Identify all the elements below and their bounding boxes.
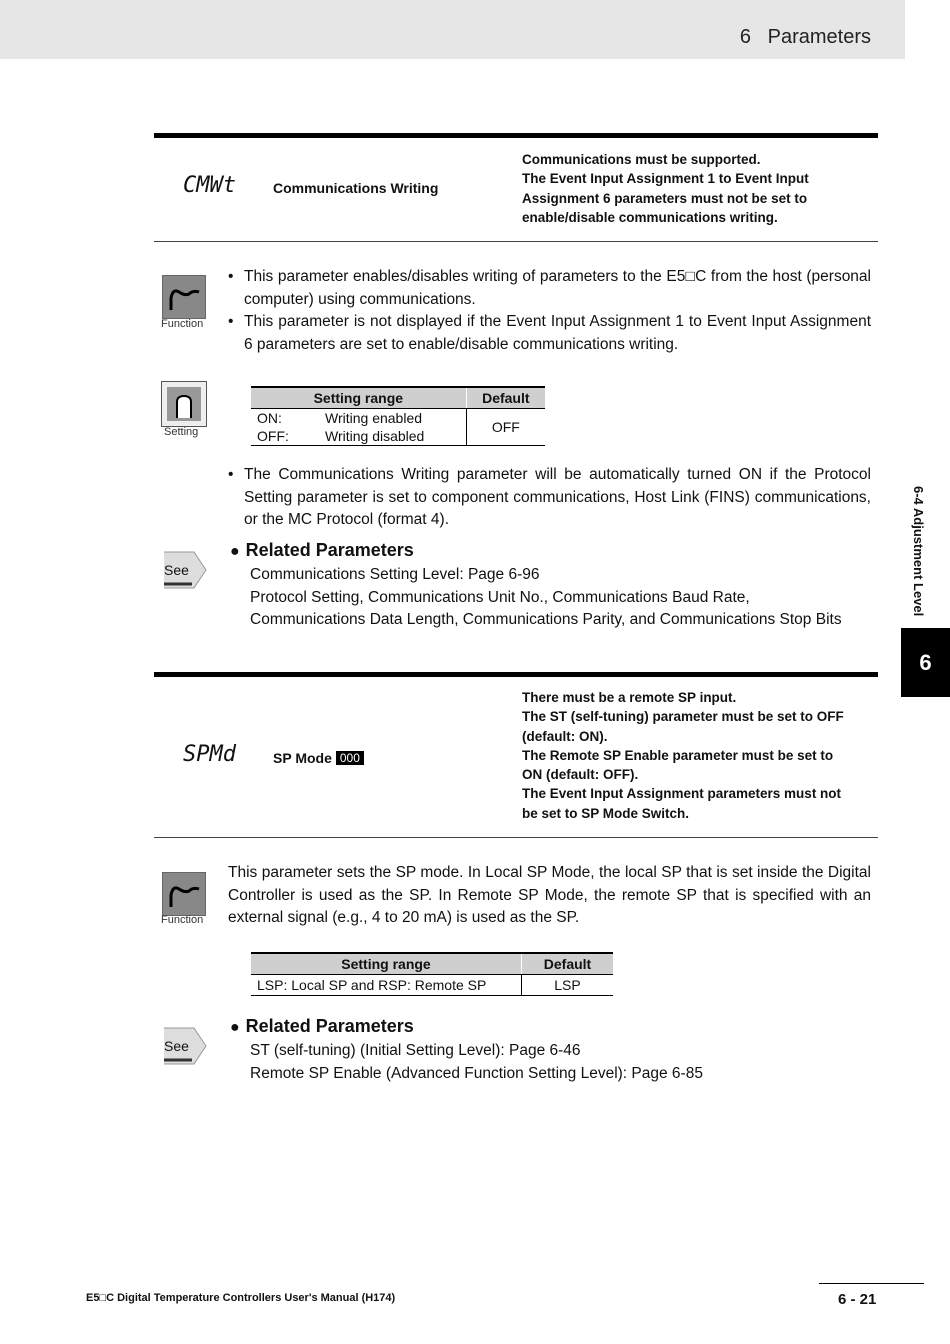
see-icon-label: See [164, 1038, 189, 1054]
side-tab-chapter-number: 6 [901, 628, 950, 697]
footer-manual-title: E5□C Digital Temperature Controllers User's Manual (H174) [86, 1292, 396, 1304]
page-header-title: 6 Parameters [739, 26, 871, 48]
cmwt-related-parameters [230, 540, 842, 632]
related-line: Protocol Setting, Communications Unit No., Communications Baud Rate, [250, 588, 750, 606]
table-cell: LSP: Local SP and RSP: Remote SP [251, 975, 522, 996]
table-cell-default: LSP [554, 977, 581, 993]
spmd-badge: 000 [336, 751, 364, 765]
setting-icon-label: Setting [164, 426, 199, 438]
side-tab-section-label: 6-4 Adjustment Level [911, 486, 926, 617]
table-header-default: Default [466, 387, 545, 409]
spmd-conditions: There must be a remote SP input. The ST (self-tuning) parameter must be set to OFF (default: ON). The Remote SP Enable parameter must be set to ON (default: OFF). The Event Input Assignment parameters must not be set to SP Mode Switch. [522, 690, 844, 821]
table-cell: ON: [257, 410, 282, 426]
spmd-setting-table [251, 952, 613, 996]
cmwt-parameter-name: Communications Writing [273, 180, 439, 196]
section-divider [154, 241, 878, 242]
footer-page-number: 6 - 21 [838, 1291, 877, 1308]
setting-icon [161, 381, 207, 427]
table-cell: OFF: [257, 428, 289, 444]
spmd-related-parameters [230, 1016, 703, 1085]
bullet-dot-icon: ● [230, 1019, 240, 1036]
related-line: Remote SP Enable (Advanced Function Setting Level): Page 6-85 [250, 1064, 703, 1082]
table-cell-default: OFF [491, 419, 520, 435]
spmd-function-text: This parameter sets the SP mode. In Local SP Mode, the local SP that is set inside the Digital Controller is used as the SP. In Remote SP Mode, the remote SP that is specified with an external signal (e.g., 4 to 20 mA) is used as the SP. [228, 864, 871, 926]
see-icon-label: See [164, 562, 189, 578]
table-cell: Writing enabled [319, 409, 466, 428]
cmwt-note [228, 464, 871, 532]
function-icon [162, 872, 206, 916]
related-line: ST (self-tuning) (Initial Setting Level): Page 6-46 [250, 1042, 581, 1059]
table-header-range: Setting range [251, 953, 522, 975]
section-divider [154, 837, 878, 838]
bullet-dot-icon: ● [230, 543, 240, 560]
related-title: Related Parameters [245, 1016, 414, 1036]
spmd-display-code: SPMd [183, 742, 236, 767]
section-top-rule [154, 133, 878, 138]
list-item: • This parameter enables/disables writing of parameters to the E5□C from the host (personal computer) using communications. [228, 266, 871, 311]
section-top-rule [154, 672, 878, 677]
cmwt-display-code: CMWt [183, 173, 236, 198]
list-item: • This parameter is not displayed if the Event Input Assignment 1 to Event Input Assignment 6 parameters are set to enable/disable communications writing. [228, 311, 871, 356]
table-cell: Writing disabled [319, 427, 466, 446]
footer-rule [819, 1283, 924, 1284]
function-icon [162, 275, 206, 319]
related-title: Related Parameters [245, 540, 414, 560]
cmwt-conditions: Communications must be supported. The Event Input Assignment 1 to Event Input Assignment 6 parameters must not be set to enable/disable communications writing. [522, 152, 809, 225]
spmd-parameter-name: SP Mode 000 [273, 750, 364, 766]
cmwt-setting-table [251, 386, 545, 446]
related-line: Communications Data Length, Communications Parity, and Communications Stop Bits [250, 611, 842, 628]
table-header-default: Default [522, 953, 614, 975]
related-line: Communications Setting Level: Page 6-96 [250, 566, 540, 583]
cmwt-function-bullets [228, 266, 871, 356]
function-icon-label: Function [161, 914, 204, 926]
list-item: • The Communications Writing parameter will be automatically turned ON if the Protocol Setting parameter is set to component communications, Host Link (FINS) communications, or the MC Protocol (format 4). [228, 464, 871, 532]
function-icon-label: Function [161, 318, 204, 330]
table-header-range: Setting range [251, 387, 466, 409]
